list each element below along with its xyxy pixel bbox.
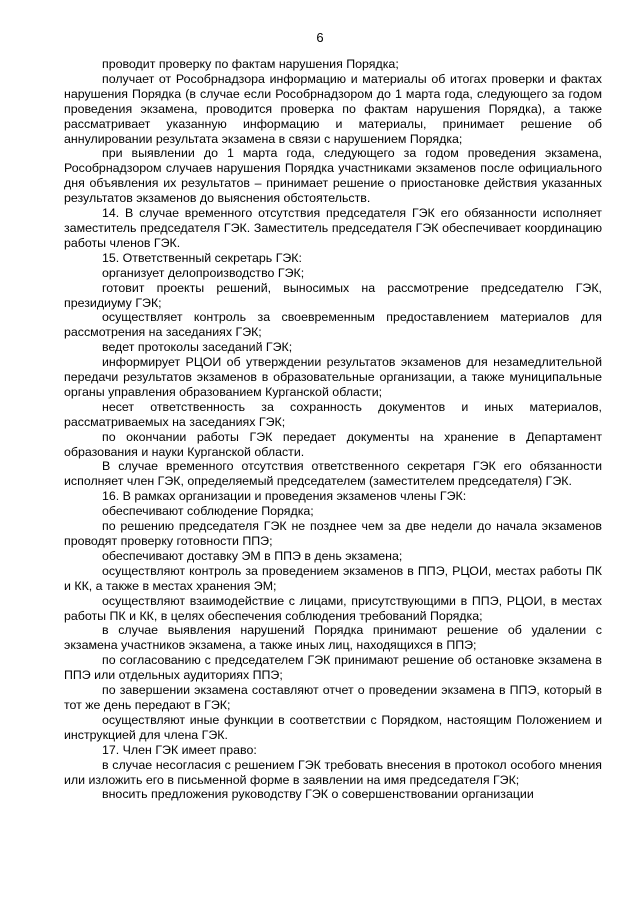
paragraph: в случае выявления нарушений Порядка принимают решение об удалении с экзамена участников экзамена, а также иных лиц, находящихся в ППЭ; [64,623,602,653]
paragraph: готовит проекты решений, выносимых на рассмотрение председателю ГЭК, президиуму ГЭК; [64,280,602,310]
paragraph: ведет протоколы заседаний ГЭК; [102,340,293,355]
paragraph: 16. В рамках организации и проведения экзаменов члены ГЭК: [102,489,467,504]
paragraph: организует делопроизводство ГЭК; [102,265,305,280]
paragraph: несет ответственность за сохранность документов и иных материалов, рассматриваемых на заседаниях ГЭК; [64,399,602,429]
paragraph: по завершении экзамена составляют отчет о проведении экзамена в ППЭ, который в тот же день передают в ГЭК; [64,683,602,712]
paragraph: получает от Рособрнадзора информацию и материалы об итогах проверки и фактах нарушения Порядка (в случае если Рособрнадзором до 1 марта года, следующего за годом проведения экзамена, проводится проверка по фактам нарушения Порядка), а также рассматривает указанную информацию и материалы, принимает решение об аннулировании результата экзамена в связи с нарушением Порядка; [64,71,602,146]
paragraph: в случае несогласия с решением ГЭК требовать внесения в протокол особого мнения или изложить его в письменной форме в заявлении на имя председателя ГЭК; [64,757,602,787]
paragraph: осуществляют взаимодействие с лицами, присутствующими в ППЭ, РЦОИ, в местах работы ПК и КК, в целях обеспечения соблюдения требований Порядка; [64,593,602,623]
paragraph: 17. Член ГЭК имеет право: [102,742,257,757]
paragraph: 14. В случае временного отсутствия председателя ГЭК его обязанности исполняет заместитель председателя ГЭК. Заместитель председателя ГЭК обеспечивает координацию работы членов ГЭК. [64,206,602,250]
document-body [64,57,602,802]
paragraph: проводит проверку по фактам нарушения Порядка; [102,57,399,71]
paragraph: по согласованию с председателем ГЭК принимают решение об остановке экзамена в ППЭ или отдельных аудиториях ППЭ; [64,653,602,683]
paragraph: обеспечивают соблюдение Порядка; [102,504,314,519]
paragraph: обеспечивают доставку ЭМ в ППЭ в день экзамена; [102,548,403,563]
paragraph: осуществляют контроль за проведением экзаменов в ППЭ, РЦОИ, местах работы ПК и КК, а также в местах хранения ЭМ; [64,563,602,593]
paragraph: по решению председателя ГЭК не позднее чем за две недели до начала экзаменов проводят проверку готовности ППЭ; [64,519,602,548]
paragraph: информирует РЦОИ об утверждении результатов экзаменов для незамедлительной передачи результатов экзаменов в образовательные организации, а также муниципальные органы управления образованием Курганской области; [64,355,602,399]
paragraph: осуществляют иные функции в соответствии с Порядком, настоящим Положением и инструкцией для члена ГЭК. [64,712,602,742]
paragraph: вносить предложения руководству ГЭК о совершенствовании организации [102,787,534,802]
page-number: 6 [316,30,324,45]
paragraph: при выявлении до 1 марта года, следующего за годом проведения экзамена, Рособрнадзором случаев нарушения Порядка участниками экзаменов после официального дня объявления их результатов – принимает решение о приостановке действия указанных результатов экзаменов до выяснения обстоятельств. [64,146,602,206]
paragraph: В случае временного отсутствия ответственного секретаря ГЭК его обязанности исполняет член ГЭК, определяемый председателем (заместителем председателя) ГЭК. [64,459,602,489]
paragraph: по окончании работы ГЭК передает документы на хранение в Департамент образования и науки Курганской области. [64,429,602,459]
paragraph: 15. Ответственный секретарь ГЭК: [102,250,302,265]
paragraph: осуществляет контроль за своевременным предоставлением материалов для рассмотрения на заседаниях ГЭК; [64,310,602,340]
